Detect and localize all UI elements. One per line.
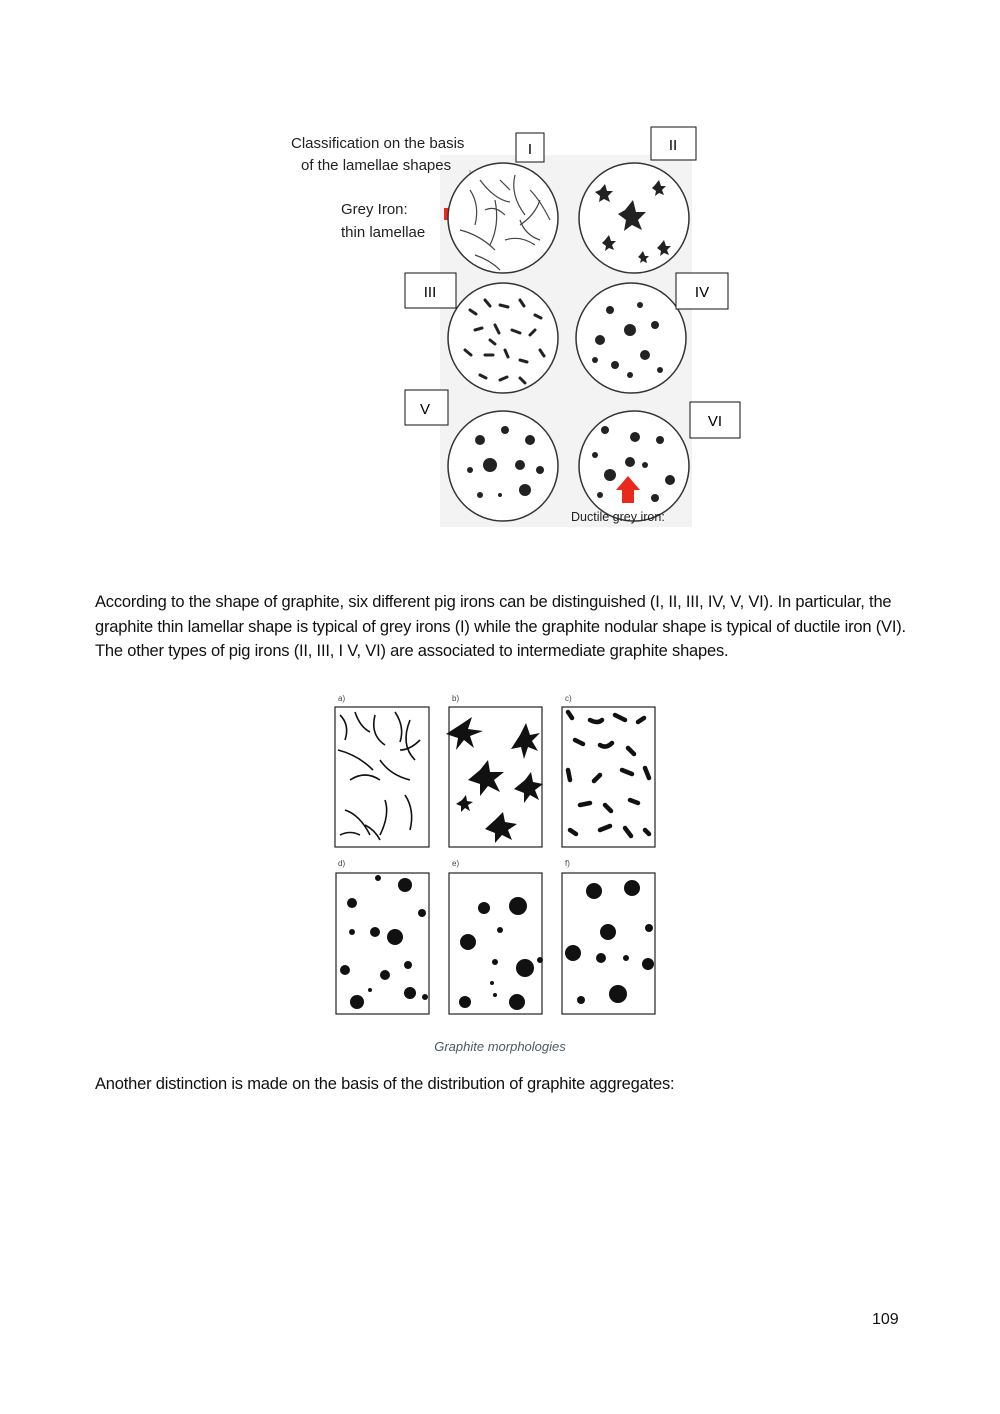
classification-figure (285, 125, 745, 535)
circle-II (579, 163, 689, 273)
panel-f (562, 873, 655, 1014)
label-box-IV: IV (694, 284, 710, 301)
panel-label-e: e) (452, 859, 460, 868)
grey-iron-label: Grey Iron: (341, 201, 408, 218)
circle-V (448, 411, 558, 521)
ductile-grey-iron-label: Ductile grey iron: (571, 510, 665, 524)
paragraph-distribution: Another distinction is made on the basis of the distribution of graphite aggregates: (95, 1075, 675, 1093)
figure-caption: Graphite morphologies (434, 1039, 566, 1054)
label-box-III: III (423, 284, 437, 301)
label-box-VI: VI (707, 413, 723, 430)
label-box-I: I (527, 141, 533, 158)
thin-lamellae-label: thin lamellae (341, 224, 426, 241)
panel-label-c: c) (565, 694, 572, 703)
circle-IV (576, 283, 686, 393)
figure-title-line2: of the lamellae shapes (301, 157, 452, 174)
panel-label-b: b) (452, 694, 460, 703)
panel-label-d: d) (338, 859, 346, 868)
panel-d (336, 873, 429, 1014)
figure-title-line1: Classification on the basis (291, 135, 465, 152)
circle-VI (579, 411, 689, 521)
panel-c (562, 707, 655, 847)
graphite-morphologies-figure (330, 690, 660, 1020)
label-box-V: V (419, 401, 431, 418)
panel-label-f: f) (565, 859, 570, 868)
label-box-II: II (668, 137, 678, 154)
panel-b (446, 707, 543, 847)
panel-label-a: a) (338, 694, 346, 703)
panel-a (335, 707, 429, 847)
paragraph-graphite-shape: According to the shape of graphite, six different pig irons can be distinguished (I, II, III, IV, V, VI). In particular, the graphite thin lamellar shape is typical of grey irons (I) while the graphite nodular shape is typical of ductile iron (VI). The other types of pig irons (II, III, I V, VI) are associated to intermediate graphite shapes. (95, 593, 906, 660)
panel-e (449, 873, 543, 1014)
page-number: 109 (872, 1311, 899, 1328)
circle-III (448, 283, 558, 393)
circle-I (448, 163, 558, 273)
